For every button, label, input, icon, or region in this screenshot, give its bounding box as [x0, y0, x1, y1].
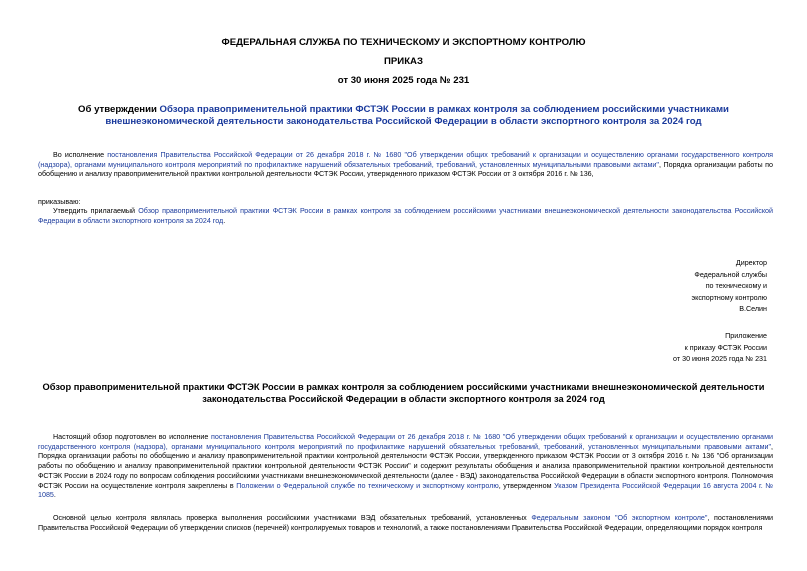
review-p1-text-1: Настоящий обзор подготовлен во исполнение: [53, 433, 212, 441]
preamble-text-2: , Порядка организации работы по обобщению и анализу правоприменительной практики контрольной деятельности ФСТЭК России, утвержденного приказом ФСТЭК России от 3 октября 2016 г. № 136,: [38, 160, 773, 179]
preamble-link-decree-1680[interactable]: постановления Правительства Российской Федерации от 26 декабря 2018 г. № 1680 "Об утверждении общих требований к организации и осуществлению органами государственного контроля (надзора), органами муниципального контроля мероприятий по профилактике нарушений обязательных требований, требований, установленных муниципальными правовыми актами": [38, 151, 773, 169]
appendix-line: от 30 июня 2025 года № 231: [673, 355, 767, 363]
review-p2-link-federal-law[interactable]: Федеральным законом "Об экспортном контроле": [531, 514, 708, 522]
order-link-review[interactable]: Обзор правоприменительной практики ФСТЭК России в рамках контроля за соблюдением российскими участниками внешнеэкономической деятельности законодательства Российской Федерации в области экспортного контроля за 2024 год: [38, 207, 773, 225]
document-date-number: от 30 июня 2025 года № 231: [337, 75, 470, 86]
appendix-line: Приложение: [725, 332, 767, 340]
signature-line: по техническому и: [705, 282, 767, 290]
preamble-paragraph: [38, 151, 773, 180]
title-link[interactable]: Обзора правоприменительной практики ФСТЭК России в рамках контроля за соблюдением российскими участниками внешнеэкономической деятельности законодательства Российской Федерации в области экспортного контроля за 2024 год: [105, 104, 729, 128]
signature-block: [567, 258, 767, 316]
review-p1-text-4: .: [53, 491, 56, 500]
review-p1-link-regulation[interactable]: Положении о Федеральной службе по техническому и экспортному контролю: [236, 481, 499, 490]
review-paragraph-2: [38, 514, 773, 533]
appendix-block: [567, 331, 767, 366]
review-p2-text-2: , постановлениями Правительства Российской Федерации об утверждении списков (перечней) контролируемых товаров и технологий, а также постановлениями Правительства Российской Федерации, определяющими порядок контроля: [38, 514, 773, 532]
signature-line: Директор: [735, 259, 767, 267]
order-paragraph: [38, 207, 773, 226]
review-p1-text-2: , Порядка организации работы по обобщению и анализу правоприменительной практики контрольной деятельности ФСТЭК России, утвержденного приказом ФСТЭК России от 3 октября 2016 г. № 136 "Об организации работы по обобщению и анализу правоприменительной практики контрольной деятельности ФСТЭК России" и содержит результаты обобщения и анализа правоприменительной практики контрольной деятельности ФСТЭК России в 2024 году по вопросам соблюдения российскими участниками внешнеэкономической деятельности (далее - ВЭД) законодательства Российской Федерации в области экспортного контроля. Полномочия ФСТЭК России на осуществление контроля закреплены в: [38, 442, 773, 490]
order-text-1: Утвердить прилагаемый: [53, 207, 139, 215]
order-word: приказываю:: [38, 198, 81, 206]
review-title: Обзор правоприменительной практики ФСТЭК России в рамках контроля за соблюдением российскими участниками внешнеэкономической деятельности законодательства Российской Федерации в области экспортного контроля за 2024 год: [42, 382, 765, 405]
document-title: [30, 104, 777, 129]
review-p1-text-3: , утвержденном: [498, 481, 555, 490]
review-p1-link-decree-1680[interactable]: постановления Правительства Российской Федерации от 26 декабря 2018 г. № 1680 "Об утверждении общих требований к организации и осуществлению органами государственного контроля (надзора), органами муниципального контроля мероприятий по профилактике нарушений обязательных требований, требований, установленных муниципальными правовыми актами": [38, 433, 773, 451]
signature-name: В.Селин: [739, 305, 767, 313]
order-text-2: .: [223, 216, 226, 225]
appendix-line: к приказу ФСТЭК России: [684, 343, 767, 352]
review-p2-text-1: Основной целью контроля являлась проверка выполнения российскими участниками ВЭД обязательных требований, установленных: [53, 514, 532, 522]
review-paragraph-1: [38, 433, 773, 501]
signature-line: экспортному контролю: [691, 293, 767, 302]
title-prefix: Об утверждении: [78, 104, 160, 115]
signature-line: Федеральной службы: [694, 270, 767, 279]
review-p1-link-presidential-decree[interactable]: Указом Президента Российской Федерации 16 августа 2004 г. № 1085: [38, 481, 773, 500]
preamble-text-1: Во исполнение: [53, 151, 108, 159]
document-type: ПРИКАЗ: [384, 56, 423, 67]
agency-name: ФЕДЕРАЛЬНАЯ СЛУЖБА ПО ТЕХНИЧЕСКОМУ И ЭКСПОРТНОМУ КОНТРОЛЮ: [221, 37, 586, 48]
